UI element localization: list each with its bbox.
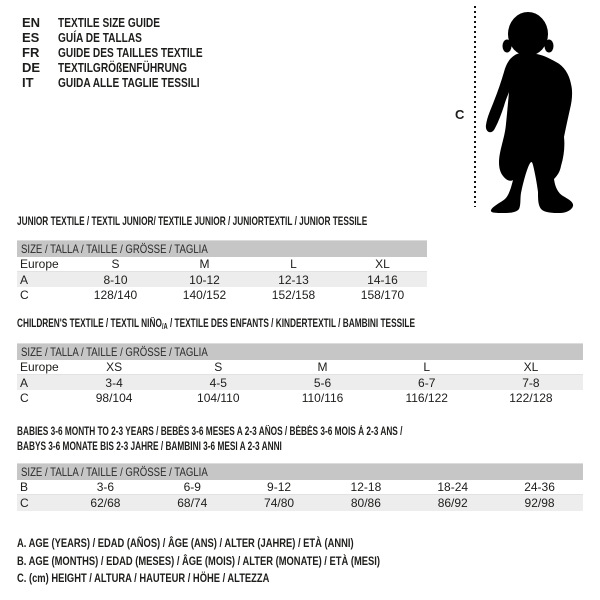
- legend-line-b: B. AGE (MONTHS) / EDAD (MESES) / ÂGE (MOIS) / ALTER (MONATE) / ETÀ (MESI): [17, 553, 380, 568]
- value-cell: 14-16: [367, 272, 398, 287]
- size-cell: S: [111, 257, 120, 271]
- size-cell: M: [199, 257, 210, 271]
- row-label: B: [20, 480, 29, 494]
- value-cell: 68/74: [177, 496, 208, 510]
- size-cell: M: [317, 360, 328, 374]
- size-cell: XL: [523, 360, 539, 374]
- row-label: Europe: [20, 360, 59, 374]
- language-code: EN: [22, 15, 41, 30]
- baby-silhouette-icon: [482, 8, 584, 213]
- row-label: A: [20, 272, 29, 287]
- language-row-de: [22, 60, 243, 75]
- table-row-height: [17, 495, 583, 511]
- size-cell: L: [423, 360, 431, 374]
- value-cell: 158/170: [360, 288, 405, 302]
- language-row-en: [22, 15, 243, 30]
- value-cell: 6-9: [183, 480, 201, 494]
- height-measure-label: C: [455, 107, 465, 122]
- value-cell: 12-18: [350, 480, 382, 494]
- size-header-label: SIZE / TALLA / TAILLE / GRÖSSE / TAGLIA: [21, 242, 208, 256]
- table-row-height: [17, 287, 427, 303]
- legend-line-a: A. AGE (YEARS) / EDAD (AÑOS) / ÂGE (ANS) / ALTER (JAHRE) / ETÀ (ANNI): [17, 536, 354, 550]
- value-cell: 24-36: [524, 480, 555, 494]
- size-header-bar: [17, 241, 427, 257]
- title-part: / TEXTILE DES ENFANTS / KINDERTEXTIL / BAMBINI TESSILE: [167, 318, 416, 330]
- value-cell: 92/98: [524, 496, 555, 510]
- guide-title-it: GUIDA ALLE TAGLIE TESSILI: [58, 75, 200, 90]
- size-header-bar: [17, 464, 583, 480]
- row-label: C: [20, 496, 29, 510]
- babies-title-line1: BABIES 3-6 MONTH TO 2-3 YEARS / BEBÉS 3-6 MESES A 2-3 AÑOS / BÉBÉS 3-6 MOIS À 2-3 ANS /: [17, 426, 403, 438]
- children-section-title-text: [17, 317, 415, 335]
- table-row-age: [17, 375, 583, 390]
- value-cell: 3-4: [105, 375, 123, 390]
- value-cell: 86/92: [437, 496, 468, 510]
- language-code: FR: [22, 45, 40, 60]
- size-cell: XL: [375, 257, 390, 271]
- row-label: C: [20, 391, 29, 405]
- language-row-fr: [22, 45, 243, 60]
- value-cell: 4-5: [209, 375, 227, 390]
- value-cell: 8-10: [103, 272, 128, 287]
- language-row-es: [22, 30, 243, 45]
- language-row-it: [22, 75, 243, 90]
- value-cell: 7-8: [522, 375, 540, 390]
- value-cell: 116/122: [405, 391, 448, 405]
- value-cell: 104/110: [197, 391, 240, 405]
- table-row-age: [17, 272, 427, 287]
- size-cell: XS: [106, 360, 123, 374]
- value-cell: 10-12: [189, 272, 220, 287]
- title-subscript: /A: [161, 322, 168, 331]
- size-header-label: SIZE / TALLA / TAILLE / GRÖSSE / TAGLIA: [21, 465, 208, 479]
- junior-section-title: [17, 215, 503, 230]
- value-cell: 122/128: [509, 391, 553, 405]
- value-cell: 74/80: [264, 496, 295, 510]
- guide-title-de: TEXTILGRÖßENFÜHRUNG: [58, 60, 188, 75]
- legend-line-c: C. (cm) HEIGHT / ALTURA / HAUTEUR / HÖHE / ALTEZZA: [17, 571, 270, 585]
- value-cell: 62/68: [90, 496, 121, 510]
- babies-title-line2: BABYS 3-6 MONATE BIS 2-3 JAHRE / BAMBINI 3-6 MESI A 2-3 ANNI: [17, 440, 282, 453]
- value-cell: 12-13: [278, 272, 309, 287]
- children-size-table: [17, 343, 583, 406]
- value-cell: 5-6: [313, 375, 332, 390]
- children-section-title: [17, 317, 570, 335]
- value-cell: 140/152: [182, 288, 227, 302]
- value-cell: 80/86: [350, 496, 381, 510]
- size-header-label: SIZE / TALLA / TAILLE / GRÖSSE / TAGLIA: [21, 345, 208, 359]
- size-header-bar: [17, 344, 583, 360]
- language-code: ES: [22, 30, 40, 45]
- value-cell: 6-7: [418, 375, 436, 390]
- table-row-europe: [17, 257, 427, 272]
- size-cell: S: [214, 360, 223, 374]
- guide-title-es: GUÍA DE TALLAS: [58, 30, 142, 45]
- language-title-block: [22, 15, 243, 90]
- size-cell: L: [290, 257, 297, 271]
- guide-title-fr: GUIDE DES TAILLES TEXTILE: [58, 45, 203, 60]
- measure-legend: [17, 536, 482, 589]
- title-part: CHILDREN'S TEXTILE / TEXTIL NIÑO: [17, 318, 162, 330]
- value-cell: 110/116: [301, 391, 344, 405]
- babies-section-title: [17, 425, 552, 454]
- value-cell: 3-6: [96, 480, 115, 494]
- row-label: Europe: [20, 257, 59, 271]
- table-row-height: [17, 390, 583, 406]
- language-code: IT: [22, 75, 34, 90]
- row-label: C: [20, 288, 29, 302]
- height-measure-dotted-line: [474, 6, 476, 207]
- junior-size-table: [17, 240, 427, 303]
- value-cell: 18-24: [437, 480, 469, 494]
- value-cell: 9-12: [267, 480, 292, 494]
- table-row-age-months: [17, 480, 583, 495]
- value-cell: 128/140: [93, 288, 138, 302]
- junior-section-title-text: JUNIOR TEXTILE / TEXTIL JUNIOR/ TEXTILE JUNIOR / JUNIORTEXTIL / JUNIOR TESSILE: [17, 216, 368, 228]
- row-label: A: [20, 375, 29, 390]
- language-code: DE: [22, 60, 41, 75]
- guide-title-en: TEXTILE SIZE GUIDE: [58, 15, 160, 30]
- value-cell: 152/158: [271, 288, 316, 302]
- babies-size-table: [17, 463, 583, 511]
- table-row-europe: [17, 360, 583, 375]
- value-cell: 98/104: [95, 391, 133, 405]
